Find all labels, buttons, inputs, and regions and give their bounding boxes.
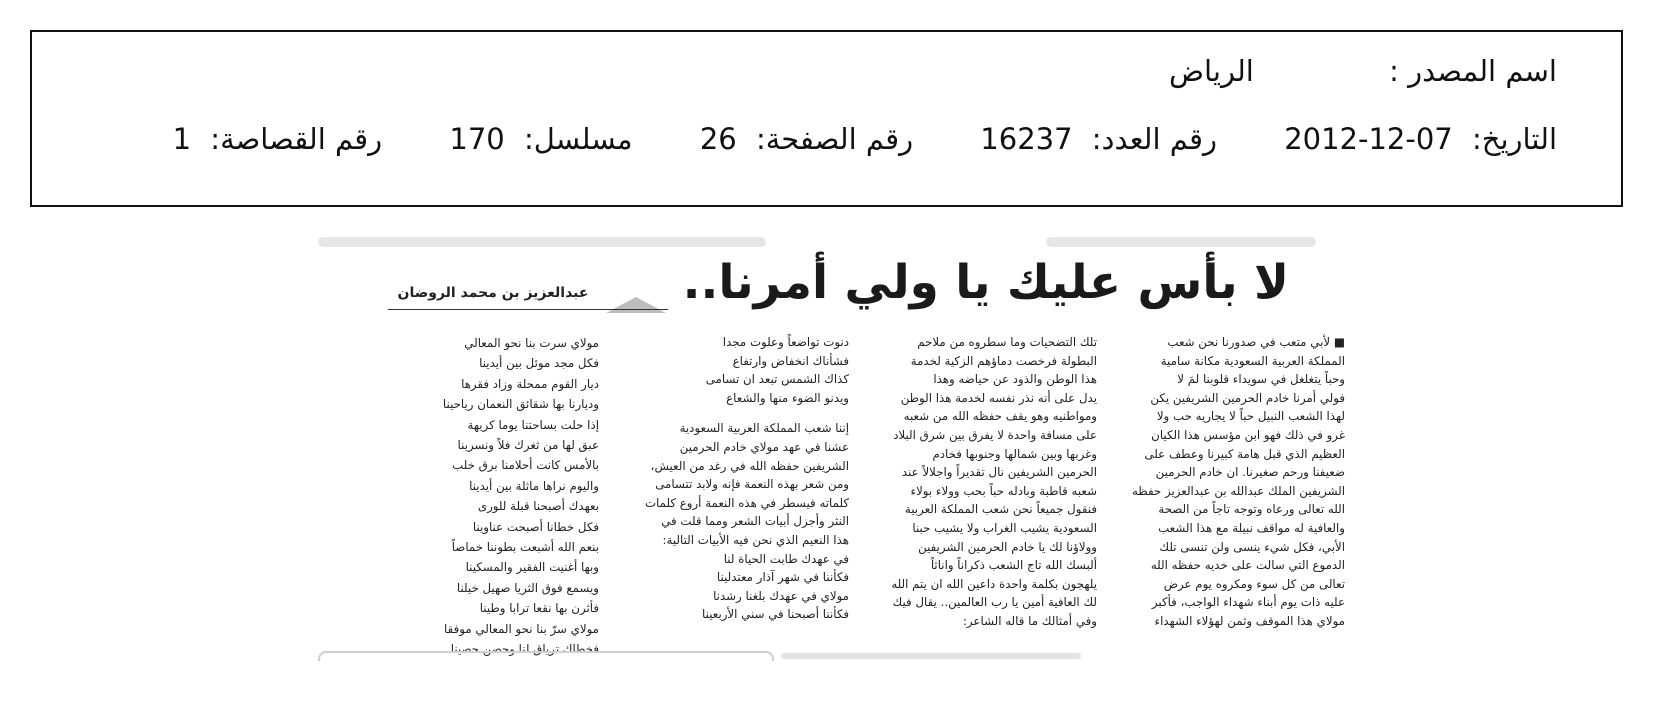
text-line: تلك التضحيات وما سطروه من ملاحم (917, 335, 1097, 349)
text-line: شعبه قاطبة وبادله حباً بحب وولاء بولاء (910, 483, 1097, 498)
text-line: يلهجون بكلمة واحدة داعين الله ان يتم الله (891, 576, 1097, 591)
bottom-rule-left (318, 651, 774, 661)
text-line: ضعيفنا ورحم صغيرنا. ان خادم الحرمين (1155, 465, 1345, 480)
top-rule-right (1046, 237, 1316, 247)
text-line: المملكة العربية السعودية مكانة سامية (1160, 353, 1345, 368)
text-line: فنقول جميعاً نحن شعب المملكة العربية (904, 502, 1097, 517)
text-line: كلماته فيسطر في هذه النعمة أروع كلمات (644, 495, 849, 510)
text-line: الأبي، فكل شيء ينسى ولن تنسى تلك (1159, 539, 1345, 554)
issue-label: رقم العدد: (1091, 122, 1217, 156)
text-line: ومن شعر بهذه النعمة فإنه ولابد تتسامى (655, 477, 849, 492)
text-line: ألبسك الله تاج الشعب ذكراناً واناثاً (930, 558, 1097, 573)
text-line: دنوت تواضعاً وعلوت مجدا (722, 335, 849, 349)
clip-label: رقم القصاصة: (210, 122, 383, 156)
text-line: بالأمس كانت أحلامنا برق خلب (452, 458, 599, 473)
text-line: بنعم الله أشبعت بطوننا خماصاً (451, 540, 599, 555)
text-line: إذا حلت بساحتنا يوما كريهة (467, 417, 599, 432)
text-line: العظيم الذي قبل هامة كبيرنا وعطف على (1144, 446, 1345, 461)
serial-value: 170 (449, 122, 505, 156)
article-column-2 (859, 333, 1097, 673)
author-underline (388, 309, 668, 310)
text-line: فكل مجد موئل بين أيدينا (479, 356, 599, 371)
text-line: مولاي سرت بنا نحو المعالي (464, 336, 599, 350)
date-label: التاريخ: (1471, 122, 1557, 156)
source-label: اسم المصدر : (1389, 54, 1557, 88)
text-line: ومواطنيه وهو يقف حفظه الله من شعبه (903, 409, 1097, 424)
text-line: فخطاك ترياق لنا وحصن حصينا (450, 642, 599, 657)
text-line: الشريفين حفظه الله في رغد من العيش، (650, 458, 849, 473)
text-line: فأثرن بها نقعا ترابا وطينا (479, 601, 599, 616)
text-line: فولي أمرنا خادم الحرمين الشريفين يكن (1150, 390, 1345, 405)
text-line: يدل على أنه نذر نفسه لخدمة هذا الوطن (900, 390, 1097, 405)
text-line: وولاؤنا لك يا خادم الحرمين الشريفين (918, 539, 1097, 554)
text-line: هذا النعيم الذي نحن فيه الأبيات التالية: (662, 532, 849, 547)
text-line: فكل خطانا أصبحت عناوينا (472, 519, 599, 534)
text-line: وغربها وبين شمالها وجنوبها فخادم (932, 446, 1097, 461)
verse-block (611, 333, 849, 407)
article-headline: لا بأس عليك يا ولي أمرنا.. (682, 255, 1289, 310)
text-line: وبها أغنيت الفقير والمسكينا (465, 560, 599, 575)
page-value: 26 (699, 122, 737, 156)
text-line: وديارنا بها شقائق النعمان رياحينا (442, 397, 599, 412)
date-value: 2012-12-07 (1284, 122, 1453, 156)
text-line: والعافية له مواقف نبيلة مع هذا الشعب (1158, 520, 1345, 535)
clipping-info-box (30, 30, 1623, 207)
text-line: كذاك الشمس تبعد ان تسامى (705, 372, 849, 387)
text-line: الله تعالى ورعاه وتوجه تاجاً من الصحة (1158, 502, 1345, 517)
details-row (173, 122, 1557, 156)
text-line: تعالى من كل سوء ومكروه يوم عرض (1163, 576, 1345, 591)
page-label: رقم الصفحة: (755, 122, 914, 156)
text-line: في عهدك طابت الحياة لنا (723, 551, 849, 566)
text-line: هذا الوطن والذود عن حياضه وهذا (933, 372, 1097, 387)
article-column-1 (1107, 333, 1345, 673)
text-line: بعهدك أصبحنا قبلة للورى (477, 499, 599, 514)
clip-value: 1 (172, 122, 192, 156)
bottom-rule-right (781, 653, 1081, 659)
text-line: ■ لأبي متعب في صدورنا نحن شعب (1167, 335, 1345, 349)
text-line: واليوم نراها ماثلة بين أيدينا (469, 478, 599, 493)
text-line: لك العافية أمين يا رب العالمين.. يقال فيك (892, 595, 1097, 610)
text-line: مولاي في عهدك بلغنا رشدنا (713, 588, 849, 603)
article-author: عبدالعزيز بن محمد الروضان (397, 285, 589, 301)
text-line: فشأناك انخفاض وارتفاع (732, 353, 849, 368)
text-line: فكأننا في شهر آذار معتدلينا (716, 570, 849, 585)
text-line: وفي أمثالك ما قاله الشاعر: (962, 613, 1097, 628)
text-line: السعودية يشيب الغراب ولا يشيب حبنا (912, 520, 1097, 535)
text-line: النثر وأجزل أبيات الشعر ومما قلت في (661, 514, 849, 529)
author-marker (606, 297, 666, 313)
text-line: البطولة فرخصت دماؤهم الزكية لخدمة (910, 353, 1097, 368)
prose-block (611, 419, 849, 624)
article-column-4-poem (329, 333, 599, 673)
newspaper-clipping (316, 237, 1351, 697)
text-line: مولاي هذا الموقف وثمن لهؤلاء الشهداء (1154, 613, 1345, 628)
text-line: غرو في ذلك فهو ابن مؤسس هذا الكيان (1151, 427, 1345, 442)
text-line: مولاي سرّ بنا نحو المعالي موفقا (444, 621, 599, 636)
source-row (1169, 54, 1557, 88)
text-line: فكأننا أصبحنا في سني الأربعينا (702, 607, 849, 622)
text-line: عبق لها من ثغرك فلاً ونسرينا (457, 438, 599, 453)
text-line: عشنا في عهد مولاي خادم الحرمين (679, 439, 849, 454)
text-line: ويدنو الضوء منها والشعاع (726, 390, 849, 405)
text-line: على مسافة واحدة لا يفرق بين شرق البلاد (893, 427, 1097, 442)
text-line: وحباً يتغلغل في سويداء قلوبنا لمَ لا (1177, 372, 1345, 387)
text-line: لهذا الشعب النبيل حباً لا يجاريه حب ولا (1156, 409, 1345, 424)
top-rule-left (318, 237, 766, 247)
source-value: الرياض (1169, 54, 1254, 88)
issue-value: 16237 (980, 122, 1073, 156)
text-line: الشريفين الملك عبدالله بن عبدالعزيز حفظه (1131, 483, 1345, 498)
serial-label: مسلسل: (523, 122, 633, 156)
text-line: ويسمع فوق الثريا صهيل خيلنا (456, 580, 599, 595)
text-line: إننا شعب المملكة العربية السعودية (679, 421, 849, 436)
text-line: الدموع التي سالت على خديه حفظه الله (1150, 558, 1345, 573)
text-line: عليه ذات يوم أبناء شهداء الواجب، فأكبر (1151, 595, 1345, 610)
article-column-3 (611, 333, 849, 673)
text-line: الحرمين الشريفين نال تقديراً واجلالاً عند (901, 465, 1097, 480)
text-line: ديار القوم ممحلة وزاد فقرها (461, 376, 599, 391)
